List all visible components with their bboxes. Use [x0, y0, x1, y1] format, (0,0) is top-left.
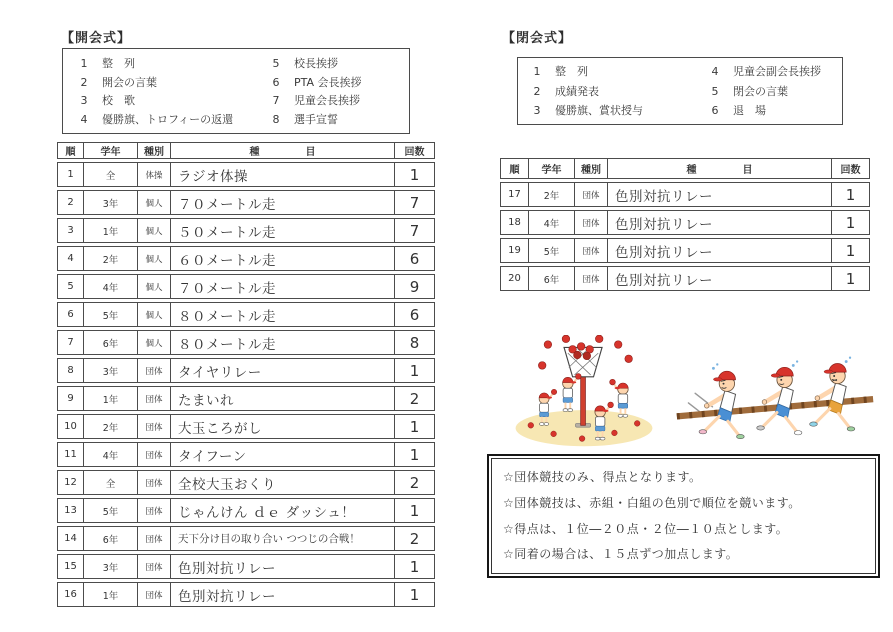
table-cell: 2 — [395, 386, 435, 411]
opening-events-rows — [57, 162, 435, 607]
table-cell: 7 — [57, 330, 84, 355]
table-cell: 5年 — [84, 498, 138, 523]
table-cell: 9 — [57, 386, 84, 411]
table-cell: 1年 — [84, 582, 138, 607]
table-header-row — [57, 142, 435, 159]
opening-ceremony-title: 【開会式】 — [61, 31, 132, 46]
table-cell: 個人 — [138, 274, 171, 299]
table-cell: 7 — [395, 190, 435, 215]
table-cell: 色別対抗リレー — [171, 582, 395, 607]
program-item-label: 校 歌 — [102, 94, 135, 108]
program-item-number: 3 — [80, 94, 88, 108]
table-cell: 団体 — [138, 554, 171, 579]
table-cell: ラジオ体操 — [171, 162, 395, 187]
program-item-number: 4 — [711, 65, 719, 78]
program-item — [710, 86, 821, 97]
closing-events-rows — [500, 182, 870, 291]
table-cell: 13 — [57, 498, 84, 523]
table-cell: 色別対抗リレー — [171, 554, 395, 579]
table-cell: ７０メートル走 — [171, 190, 395, 215]
program-item — [532, 86, 710, 97]
closing-ceremony-title: 【閉会式】 — [502, 31, 573, 46]
table-cell: 5年 — [84, 302, 138, 327]
col-header-event: 種 目 — [171, 142, 395, 159]
table-cell: 1 — [395, 162, 435, 187]
col-header-order: 順 — [57, 142, 84, 159]
table-cell: 11 — [57, 442, 84, 467]
note-line: ☆団体競技のみ、得点となります。 — [503, 470, 702, 484]
program-item — [532, 105, 710, 116]
table-cell: 16 — [57, 582, 84, 607]
table-row — [57, 582, 435, 607]
table-row — [57, 414, 435, 439]
table-cell: タイフーン — [171, 442, 395, 467]
table-cell: 1年 — [84, 218, 138, 243]
table-row — [57, 470, 435, 495]
program-item — [79, 58, 271, 69]
program-item-number: 6 — [272, 75, 280, 89]
table-row — [57, 554, 435, 579]
col-header-grade: 学年 — [84, 142, 138, 159]
table-cell: 1 — [395, 358, 435, 383]
table-cell: 3年 — [84, 190, 138, 215]
program-item-number: 6 — [711, 104, 719, 117]
table-cell: 17 — [500, 182, 529, 207]
program-item — [271, 95, 362, 106]
program-item — [271, 58, 362, 69]
table-row — [57, 274, 435, 299]
table-cell: 色別対抗リレー — [608, 238, 832, 263]
table-cell: 団体 — [138, 470, 171, 495]
table-cell: 1 — [832, 266, 870, 291]
closing-program-column-2 — [710, 66, 821, 116]
table-cell: 8 — [395, 330, 435, 355]
table-row — [57, 358, 435, 383]
program-item-label: 優勝旗、賞状授与 — [555, 104, 643, 117]
table-cell: 2年 — [529, 182, 575, 207]
table-cell: 7 — [395, 218, 435, 243]
opening-events-table — [57, 139, 435, 610]
program-item — [532, 66, 710, 77]
program-item-label: 成績発表 — [555, 84, 599, 98]
program-item-label: 整 列 — [102, 57, 135, 70]
program-item-label: 整 列 — [555, 65, 588, 78]
program-item-number: 2 — [533, 84, 541, 98]
program-item-number: 5 — [711, 84, 719, 98]
table-cell: 3 — [57, 218, 84, 243]
table-cell: ７０メートル走 — [171, 274, 395, 299]
table-row — [500, 210, 870, 235]
table-cell: 4年 — [84, 274, 138, 299]
table-cell: 2 — [57, 190, 84, 215]
program-item-label: 選手宣誓 — [294, 112, 338, 126]
table-cell: 団体 — [138, 386, 171, 411]
table-cell: 全校大玉おくり — [171, 470, 395, 495]
table-cell: 色別対抗リレー — [608, 182, 832, 207]
table-cell: 8 — [57, 358, 84, 383]
table-cell: 6 — [57, 302, 84, 327]
table-cell: ６０メートル走 — [171, 246, 395, 271]
program-item-number: 5 — [272, 57, 280, 70]
table-cell: 6年 — [84, 526, 138, 551]
table-cell: 団体 — [575, 182, 608, 207]
col-header-kind: 種別 — [138, 142, 171, 159]
table-header-row — [500, 158, 870, 179]
table-row — [57, 330, 435, 355]
table-cell: ８０メートル走 — [171, 330, 395, 355]
closing-events-table — [500, 155, 870, 294]
scoring-notes-box — [487, 454, 880, 578]
table-cell: じゃんけん ｄｅ ダッシュ！ — [171, 498, 395, 523]
table-cell: 18 — [500, 210, 529, 235]
table-cell: 19 — [500, 238, 529, 263]
table-cell: 1 — [395, 498, 435, 523]
table-row — [57, 218, 435, 243]
table-cell: 団体 — [575, 210, 608, 235]
table-cell: 9 — [395, 274, 435, 299]
table-cell: 個人 — [138, 218, 171, 243]
col-header-order: 順 — [500, 158, 529, 179]
table-cell: 色別対抗リレー — [608, 266, 832, 291]
table-cell: 3年 — [84, 554, 138, 579]
table-cell: 全 — [84, 162, 138, 187]
table-cell: 5年 — [529, 238, 575, 263]
table-cell: 2年 — [84, 246, 138, 271]
table-cell: 1年 — [84, 386, 138, 411]
table-cell: たまいれ — [171, 386, 395, 411]
table-cell: 個人 — [138, 302, 171, 327]
table-cell: 団体 — [138, 414, 171, 439]
tamaire-ball-toss-illustration — [508, 335, 660, 451]
table-cell: 3年 — [84, 358, 138, 383]
table-cell: タイヤリレー — [171, 358, 395, 383]
table-cell: 1 — [395, 582, 435, 607]
table-cell: 個人 — [138, 246, 171, 271]
table-cell: 1 — [832, 210, 870, 235]
table-cell: 個人 — [138, 330, 171, 355]
table-cell: 色別対抗リレー — [608, 210, 832, 235]
program-item-number: 8 — [272, 112, 280, 126]
opening-program-column-2 — [271, 58, 362, 125]
program-item-number: 7 — [272, 94, 280, 108]
table-cell: 15 — [57, 554, 84, 579]
table-row — [57, 386, 435, 411]
program-item-label: 児童会長挨拶 — [294, 94, 360, 108]
col-header-kind: 種別 — [575, 158, 608, 179]
program-item-label: 退 場 — [733, 104, 766, 117]
table-cell: ５０メートル走 — [171, 218, 395, 243]
table-cell: 団体 — [138, 358, 171, 383]
table-cell: 20 — [500, 266, 529, 291]
col-header-event: 種 目 — [608, 158, 832, 179]
table-cell: ８０メートル走 — [171, 302, 395, 327]
table-cell: 1 — [395, 554, 435, 579]
table-cell: 6 — [395, 246, 435, 271]
table-cell: 2 — [395, 526, 435, 551]
table-row — [57, 526, 435, 551]
table-cell: 6年 — [529, 266, 575, 291]
program-item — [79, 95, 271, 106]
table-row — [57, 246, 435, 271]
program-item — [710, 66, 821, 77]
program-item — [710, 105, 821, 116]
table-row — [500, 238, 870, 263]
tug-of-war-illustration — [674, 351, 876, 451]
table-row — [500, 266, 870, 291]
table-cell: 2年 — [84, 414, 138, 439]
table-cell: 4年 — [529, 210, 575, 235]
program-item-label: 閉会の言葉 — [733, 84, 788, 98]
table-cell: 6年 — [84, 330, 138, 355]
col-header-grade: 学年 — [529, 158, 575, 179]
table-cell: 1 — [57, 162, 84, 187]
note-line: ☆団体競技は、赤組・白組の色別で順位を競います。 — [503, 495, 801, 510]
table-cell: 団体 — [138, 526, 171, 551]
table-cell: 1 — [832, 238, 870, 263]
program-item — [271, 77, 362, 88]
program-item-number: 4 — [80, 112, 88, 126]
table-cell: 1 — [395, 442, 435, 467]
table-cell: 4年 — [84, 442, 138, 467]
table-row — [57, 190, 435, 215]
program-item-label: 優勝旗、トロフィーの返還 — [102, 112, 234, 126]
program-item-label: 校長挨拶 — [294, 57, 338, 70]
table-cell: 10 — [57, 414, 84, 439]
table-cell: 大玉ころがし — [171, 414, 395, 439]
closing-program-column-1 — [532, 66, 710, 116]
table-row — [500, 182, 870, 207]
program-item-number: 3 — [533, 104, 541, 117]
table-cell: 2 — [395, 470, 435, 495]
program-item-number: 2 — [80, 75, 88, 89]
table-cell: 全 — [84, 470, 138, 495]
note-line: ☆同着の場合は、１５点ずつ加点します。 — [503, 547, 739, 562]
table-cell: 12 — [57, 470, 84, 495]
program-item-number: 1 — [80, 57, 88, 70]
table-row — [57, 162, 435, 187]
scoring-notes-inner — [491, 458, 876, 574]
table-cell: 5 — [57, 274, 84, 299]
table-cell: 団体 — [575, 266, 608, 291]
table-cell: 天下分け目の取り合い つつじの合戦！ — [171, 526, 395, 551]
program-item — [79, 77, 271, 88]
opening-program-column-1 — [79, 58, 271, 125]
program-item — [271, 114, 362, 125]
program-item-label: PTA 会長挨拶 — [294, 75, 362, 89]
table-cell: 6 — [395, 302, 435, 327]
closing-program-box — [517, 57, 843, 125]
table-cell: 団体 — [138, 442, 171, 467]
table-row — [57, 498, 435, 523]
table-cell: 団体 — [138, 582, 171, 607]
program-item-number: 1 — [533, 65, 541, 78]
opening-program-box — [62, 48, 410, 134]
table-cell: 団体 — [575, 238, 608, 263]
col-header-count: 回数 — [395, 142, 435, 159]
table-cell: 体操 — [138, 162, 171, 187]
table-cell: 団体 — [138, 498, 171, 523]
table-cell: 14 — [57, 526, 84, 551]
illustrations-row — [508, 331, 876, 451]
col-header-count: 回数 — [832, 158, 870, 179]
table-cell: 1 — [832, 182, 870, 207]
table-cell: 個人 — [138, 190, 171, 215]
table-row — [57, 442, 435, 467]
table-row — [57, 302, 435, 327]
note-line: ☆得点は、１位―２０点・２位―１０点とします。 — [503, 521, 789, 536]
program-item-label: 開会の言葉 — [102, 75, 157, 89]
table-cell: 4 — [57, 246, 84, 271]
table-cell: 1 — [395, 414, 435, 439]
program-item — [79, 114, 271, 125]
program-item-label: 児童会副会長挨拶 — [733, 65, 821, 78]
